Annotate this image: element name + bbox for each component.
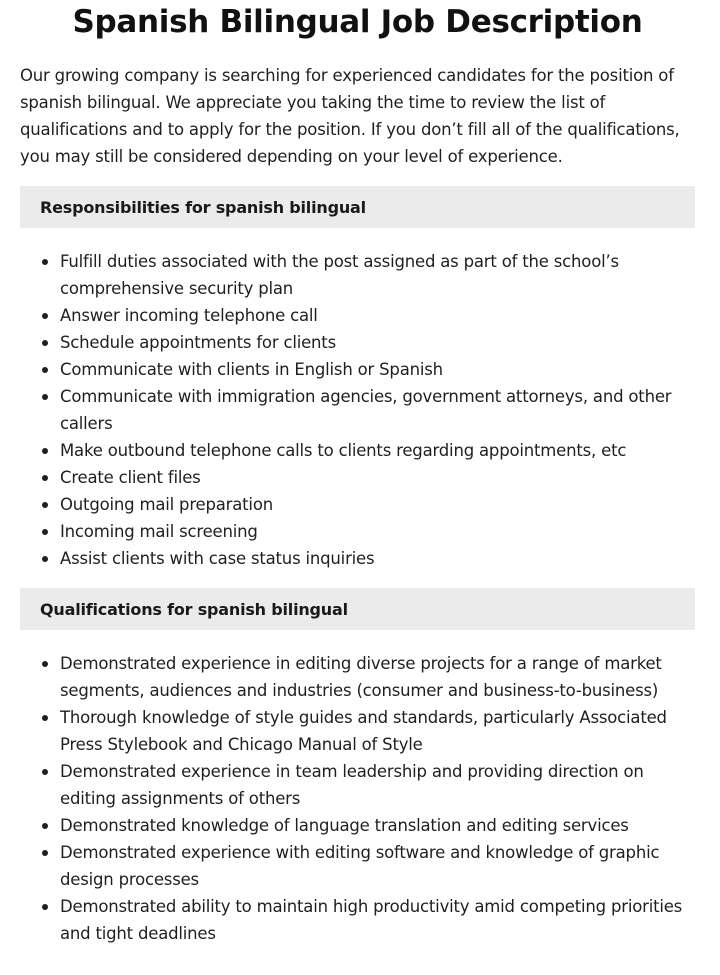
job-description-page	[20, 0, 695, 947]
qualifications-heading: Qualifications for spanish bilingual	[20, 588, 695, 630]
list-item: Communicate with immigration agencies, government attorneys, and other callers	[60, 383, 695, 437]
page-title: Spanish Bilingual Job Description	[72, 4, 643, 40]
list-item: Schedule appointments for clients	[60, 329, 695, 356]
list-item: Demonstrated experience with editing software and knowledge of graphic design processes	[60, 839, 695, 893]
list-item: Communicate with clients in English or Spanish	[60, 356, 695, 383]
list-item: Fulfill duties associated with the post assigned as part of the school’s comprehensive security plan	[60, 248, 695, 302]
list-item: Demonstrated ability to maintain high productivity amid competing priorities and tight deadlines	[60, 893, 695, 947]
list-item: Create client files	[60, 464, 695, 491]
list-item: Demonstrated experience in team leadership and providing direction on editing assignments of others	[60, 758, 695, 812]
intro-paragraph: Our growing company is searching for experienced candidates for the position of spanish bilingual. We appreciate you taking the time to review the list of qualifications and to apply for the position. If you don’t fill all of the qualifications, you may still be considered depending on your level of experience.	[20, 66, 680, 166]
qualifications-list	[20, 650, 695, 947]
list-item: Incoming mail screening	[60, 518, 695, 545]
list-item: Outgoing mail preparation	[60, 491, 695, 518]
responsibilities-heading: Responsibilities for spanish bilingual	[20, 186, 695, 228]
list-item: Demonstrated experience in editing diverse projects for a range of market segments, audiences and industries (consumer and business-to-business)	[60, 650, 695, 704]
list-item: Demonstrated knowledge of language translation and editing services	[60, 812, 695, 839]
list-item: Thorough knowledge of style guides and standards, particularly Associated Press Stylebook and Chicago Manual of Style	[60, 704, 695, 758]
list-item: Assist clients with case status inquiries	[60, 545, 695, 572]
list-item: Make outbound telephone calls to clients regarding appointments, etc	[60, 437, 695, 464]
list-item: Answer incoming telephone call	[60, 302, 695, 329]
responsibilities-list	[20, 248, 695, 572]
